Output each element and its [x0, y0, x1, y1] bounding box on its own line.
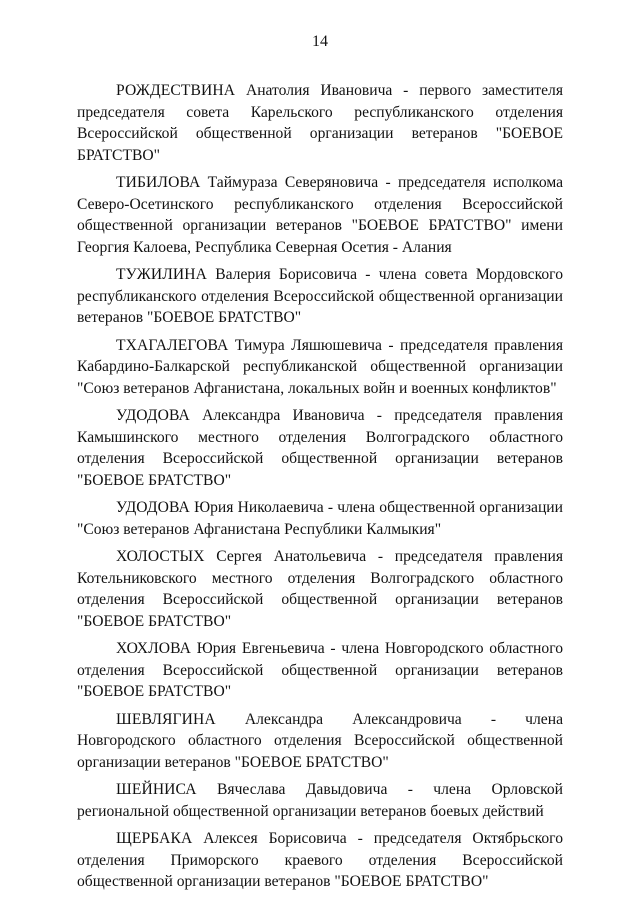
page-number: 14 — [312, 33, 328, 50]
entry-surname: УДОДОВА — [116, 407, 190, 424]
list-item — [77, 264, 563, 329]
entry-surname: РОЖДЕСТВИНА — [116, 82, 236, 99]
entry-surname: ТХАГАЛЕГОВА — [116, 336, 229, 354]
entry-surname: ХОЛОСТЫХ — [116, 548, 205, 565]
entry-text: Анатолия Ивановича - первого заместителя председателя совета Карельского республиканского отделения Всероссийской общественной организации ветеранов "БОЕВОЕ БРАТСТВО" — [77, 82, 563, 164]
entry-surname: ШЕЙНИСА — [116, 781, 197, 798]
entry-text: Юрия Николаевича - члена общественной организации "Союз ветеранов Афганистана Республики Калмыкия" — [77, 499, 563, 538]
entry-text: Юрия Евгеньевича - члена Новгородского областного отделения Всероссийской общественной организации ветеранов "БОЕВОЕ БРАТСТВО" — [77, 640, 563, 700]
entry-text: Алексея Борисовича - председателя Октябрьского отделения Приморского краевого отделения Всероссийской общественной организации ветеранов "БОЕВОЕ БРАТСТВО" — [77, 830, 563, 890]
entry-surname: ХОХЛОВА — [116, 640, 191, 657]
entry-surname: ТИБИЛОВА — [116, 174, 201, 191]
entry-surname: УДОДОВА — [116, 499, 190, 516]
award-list — [77, 80, 563, 899]
entry-surname: ЩЕРБАКА — [116, 830, 193, 847]
list-item — [77, 638, 563, 703]
entry-text: Валерия Борисовича - члена совета Мордовского республиканского отделения Всероссийской общественной организации ветеранов "БОЕВОЕ БРАТСТВО" — [77, 266, 563, 326]
list-item — [77, 497, 563, 540]
list-item — [77, 80, 563, 166]
list-item — [77, 335, 563, 400]
list-item — [77, 709, 563, 774]
entry-text: Александра Александровича - члена Новгородского областного отделения Всероссийской общественной организации ветеранов "БОЕВОЕ БРАТСТВО" — [77, 710, 563, 771]
entry-surname: ТУЖИЛИНА — [116, 266, 207, 283]
entry-text: Тимура Ляшюшевича - председателя правления Кабардино-Балкарской республиканской общественной организации "Союз ветеранов Афганистана, локальных войн и военных конфликтов" — [77, 336, 563, 397]
list-item — [77, 546, 563, 632]
entry-text: Александра Ивановича - председателя правления Камышинского местного отделения Волгоградского областного отделения Всероссийской общественной организации ветеранов "БОЕВОЕ БРАТСТВО" — [77, 407, 563, 489]
entry-text: Вячеслава Давыдовича - члена Орловской региональной общественной организации ветеранов боевых действий — [77, 781, 563, 820]
list-item — [77, 828, 563, 893]
list-item — [77, 172, 563, 258]
list-item — [77, 405, 563, 491]
list-item — [77, 779, 563, 822]
entry-text: Таймураза Северяновича - председателя исполкома Северо-Осетинского республиканского отделения Всероссийской общественной организации ветеранов "БОЕВОЕ БРАТСТВО" имени Георгия Калоева, Республика Северная Осетия - Алания — [77, 174, 563, 256]
entry-text: Сергея Анатольевича - председателя правления Котельниковского местного отделения Волгоградского областного отделения Всероссийской общественной организации ветеранов "БОЕВОЕ БРАТСТВО" — [77, 548, 563, 630]
entry-surname: ШЕВЛЯГИНА — [116, 710, 216, 728]
